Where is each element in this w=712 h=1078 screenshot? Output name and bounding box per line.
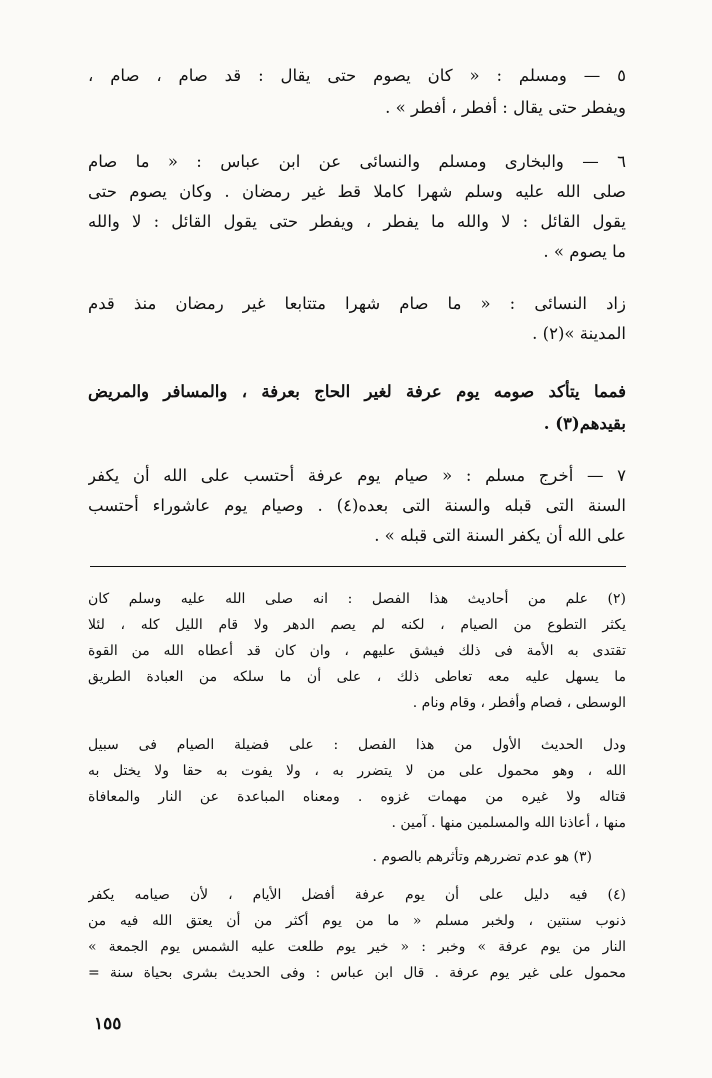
footnote-2b-line-1: ودل الحديث الأول من هذا الفصل : على فضيلة الصيام فى سبيل xyxy=(88,737,626,753)
hadith-6-line-1: ٦ — والبخارى ومسلم والنسائى عن ابن عباس : « ما صام xyxy=(88,152,626,171)
section-heading-line-2: بقيدهم(٣) . xyxy=(543,414,626,433)
footnote-4-line-3: النار من يوم عرفة » وخبر : « خير يوم طلعت عليه الشمس يوم الجمعة » xyxy=(88,939,626,955)
footnote-separator xyxy=(90,566,626,567)
footnote-4-line-1: (٤) فيه دليل على أن يوم عرفة أفضل الأيام ، لأن صيامه يكفر xyxy=(88,887,626,903)
footnote-3: (٣) هو عدم تضررهم وتأثرهم بالصوم . xyxy=(372,849,592,865)
hadith-7-line-1: ٧ — أخرج مسلم : « صيام يوم عرفة أحتسب على الله أن يكفر xyxy=(88,466,626,485)
hadith-7-line-3: على الله أن يكفر السنة التى قبله » . xyxy=(374,526,626,545)
footnote-2-line-4: ما يسهل عليه معه تعاطى ذلك ، على أن ما سلكه من العبادة الطريق xyxy=(88,669,626,685)
footnote-4-line-4: محمول على غير يوم عرفة . قال ابن عباس : وفى الحديث بشرى بحياة سنة = xyxy=(88,965,626,981)
hadith-6-line-2: صلى الله عليه وسلم شهرا كاملا قط غير رمضان . وكان يصوم حتى xyxy=(88,182,626,201)
section-heading-line-1: فمما يتأكد صومه يوم عرفة لغير الحاج بعرفة ، والمسافر والمريض xyxy=(88,382,626,401)
footnote-2b-line-2: الله ، وهو محمول على من لا يتضرر به ، ولا يفوت به حقا ولا يختل به xyxy=(88,763,626,779)
footnote-2-line-2: يكثر التطوع من الصيام ، لكنه لم يصم الدهر ولا قام الليل كله ، لئلا xyxy=(88,617,626,633)
page-number: ١٥٥ xyxy=(94,1014,122,1034)
nasai-addition-line-2: المدينة »(٢) . xyxy=(532,324,626,343)
nasai-addition-line-1: زاد النسائى : « ما صام شهرا متتابعا غير رمضان منذ قدم xyxy=(88,294,626,313)
footnote-2-line-1: (٢) علم من أحاديث هذا الفصل : انه صلى الله عليه وسلم كان xyxy=(88,591,626,607)
hadith-7-line-2: السنة التى قبله والسنة التى بعده(٤) . وصيام يوم عاشوراء أحتسب xyxy=(88,496,626,515)
hadith-5-line-1: ٥ — ومسلم : « كان يصوم حتى يقال : قد صام ، صام ، xyxy=(88,66,626,85)
hadith-6-line-3: يقول القائل : لا والله ما يفطر ، ويفطر حتى يقول القائل : لا والله xyxy=(88,212,626,231)
footnote-2-line-5: الوسطى ، فصام وأفطر ، وقام ونام . xyxy=(412,695,626,711)
footnote-2b-line-4: منها ، أعاذنا الله والمسلمين منها . آمين . xyxy=(391,815,626,831)
hadith-5-line-2: ويفطر حتى يقال : أفطر ، أفطر » . xyxy=(385,98,626,117)
footnote-2b-line-3: قتاله ولا غيره من مهمات غزوه . ومعناه المباعدة عن النار والمعافاة xyxy=(88,789,626,805)
footnote-4-line-2: ذنوب سنتين ، ولخبر مسلم « ما من يوم أكثر من أن يعتق الله فيه من xyxy=(88,913,626,929)
hadith-6-line-4: ما يصوم » . xyxy=(543,242,626,261)
footnote-2-line-3: تقتدى به الأمة فى ذلك فيشق عليهم ، وان كان قد أعطاه الله من القوة xyxy=(88,643,626,659)
